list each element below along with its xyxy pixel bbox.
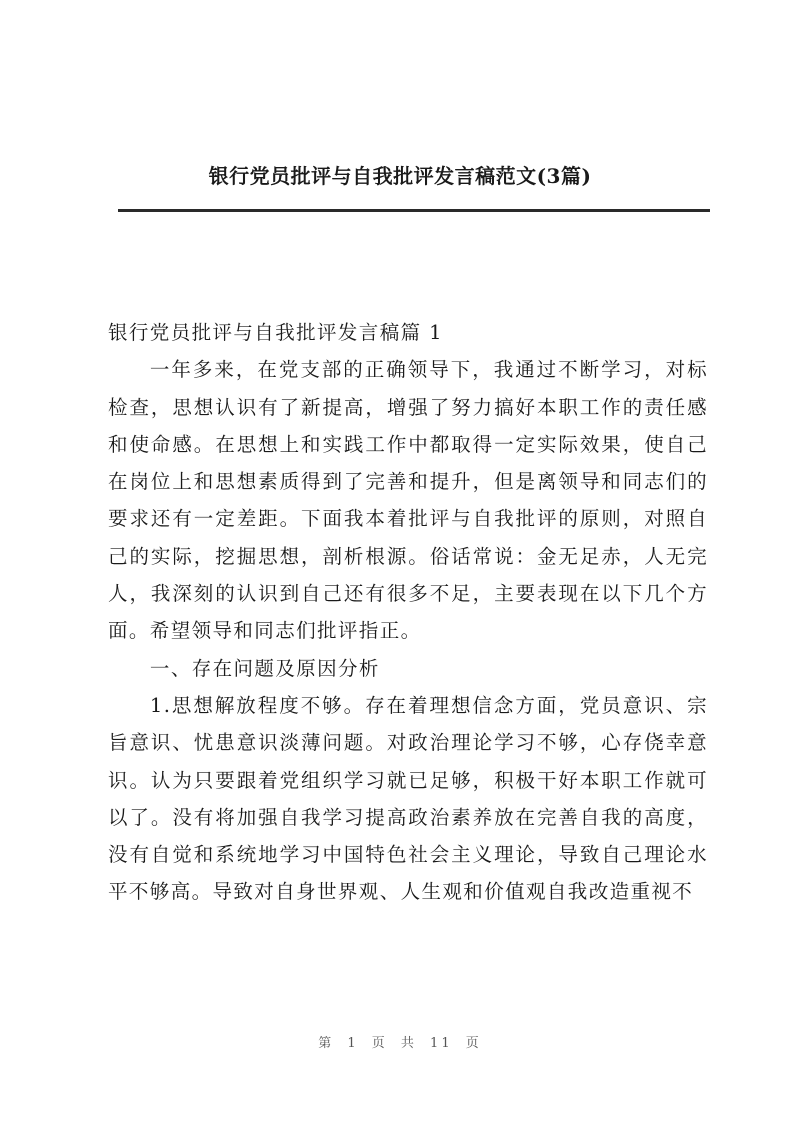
document-body [108,314,708,911]
title-divider [118,209,710,212]
body-paragraph: 一年多来，在党支部的正确领导下，我通过不断学习，对标检查，思想认识有了新提高，增强了努力搞好本职工作的责任感和使命感。在思想上和实践工作中都取得一定实际效果，使自己在岗位上和思想素质得到了完善和提升，但是离领导和同志们的要求还有一定差距。下面我本着批评与自我批评的原则，对照自己的实际，挖掘思想，剖析根源。俗话常说：金无足赤，人无完人，我深刻的认识到自己还有很多不足，主要表现在以下几个方面。希望领导和同志们批评指正。 [108,358,708,643]
document-title: 银行党员批评与自我批评发言稿范文(3篇) [208,164,592,188]
subsection-heading: 一、存在问题及原因分析 [149,656,380,680]
body-paragraph: 1.思想解放程度不够。存在着理想信念方面，党员意识、宗旨意识、忧患意识淡薄问题。对政治理论学习不够，心存侥幸意识。认为只要跟着党组织学习就已足够，积极干好本职工作就可以了。没有将加强自我学习提高政治素养放在完善自我的高度，没有自觉和系统地学习中国特色社会主义理论，导致自己理论水平不够高。导致对自身世界观、人生观和价值观自我改造重视不 [108,693,708,904]
page-footer: 第 1 页 共 11 页 [318,1036,482,1051]
section-heading: 银行党员批评与自我批评发言稿篇 1 [108,321,443,344]
